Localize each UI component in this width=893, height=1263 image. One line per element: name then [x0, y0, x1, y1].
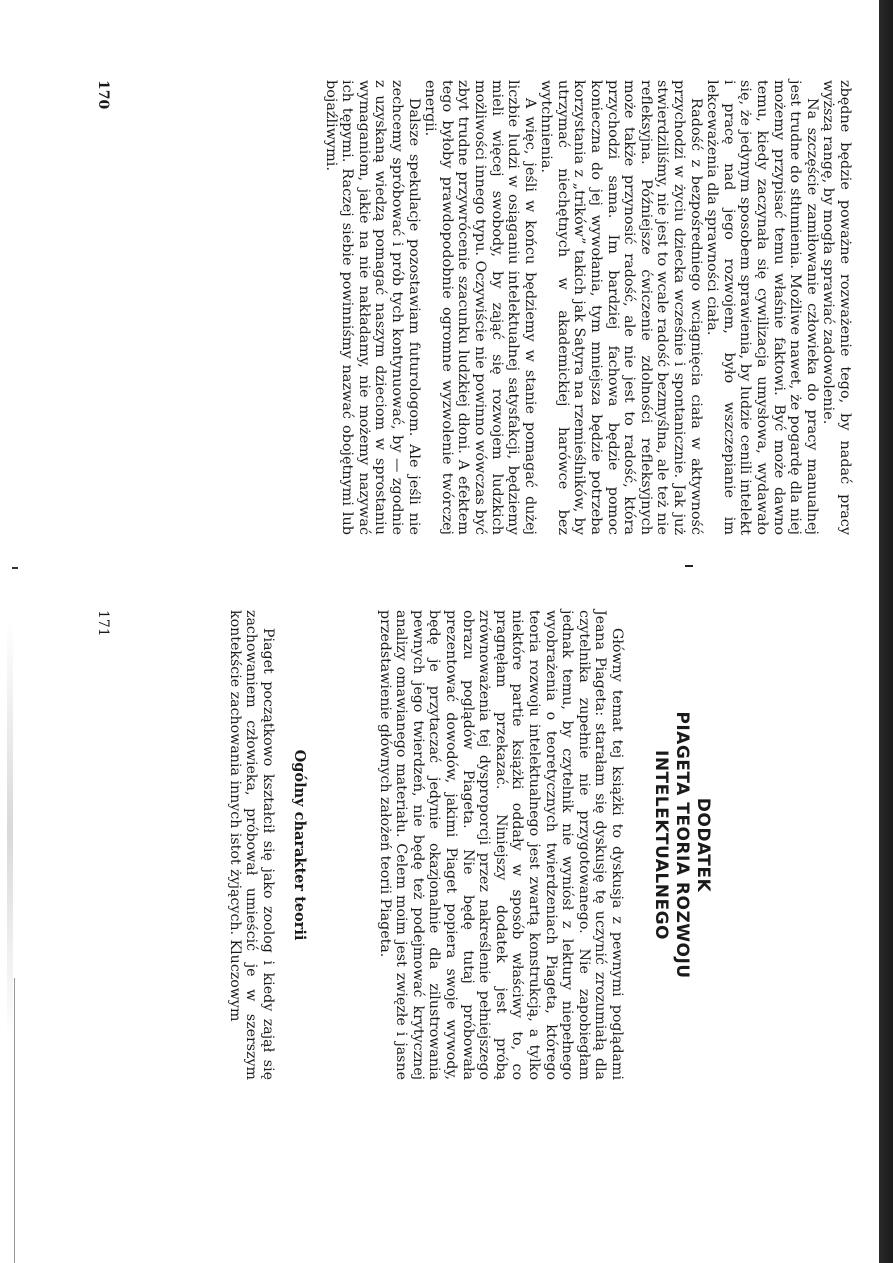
- gutter-mark: [12, 567, 18, 569]
- chapter-heading: [650, 610, 713, 1080]
- gutter-mark: [685, 565, 693, 567]
- paragraph: Piaget początkowo kształcił się jako zoolog i kiedy zajął się zachowaniem człowieka, próbował umieścić je w szerszym kontekście zachowania innych istot żyjących. Kluczowym: [226, 610, 276, 1080]
- heading-line: INTELEKTUALNEGO: [651, 750, 671, 940]
- page-shadow: [7, 620, 13, 1040]
- paragraph: zbędne będzie poważne rozważenie tego, by nadać pracy wyższą rangę, by mogła sprawiać zadowolenie.: [820, 80, 853, 535]
- paragraph: Dalsze spekulacje pozostawiam futurologom. Ale jeśli nie zechcemy spróbować i prób tych kontynuować, by — zgodnie z uzyskaną wiedzą pomagać naszym dzieciom w sprostaniu wymaganiom, jakie na nie nakładamy, nie możemy nazywać ich tępymi. Raczej siebie powinniśmy nazwać obojętnymi lub bojaźliwymi.: [322, 80, 422, 535]
- paragraph: Radość z bezpośredniego wciągnięcia ciała w aktywność przychodzi w życiu dziecka wcześnie i spontanicznie. Jak już stwierdziliśmy, nie jest to wcale radość bezmyślna, ale też nie refleksyjna. Późniejsze ćwiczenie zdolności refleksyjnych może także przynosić radość, ale nie jest to radość, która przychodzi sama. Im bardziej fachowa będzie pomoc konieczna do jej wywołania, tym mniejsza będzie potrzeba korzystania z „trików” takich jak Satyra na rzemieślników, by utrzymać niechętnych w akademickiej harówce bez wytchnienia.: [538, 80, 704, 535]
- scanner-edge: [879, 0, 893, 1263]
- page-number: 171: [95, 610, 111, 637]
- page-number: 170: [95, 80, 111, 110]
- page-edge: [14, 978, 15, 1263]
- paragraph: A więc, jeśli w końcu będziemy w stanie pomagać dużej liczbie ludzi w osiąganiu intelektualnej satysfakcji, będziemy mieli więcej swobody, by zająć się rozwojem ludzkich możliwości innego typu. Oczywiście nie powinno wówczas być zbyt trudne przywrócenie szacunku ludzkiej dłoni. A efektem tego byłoby prawdopodobnie ogromne wyzwolenie twórczej energii.: [422, 80, 538, 535]
- paragraph: Na szczęście zamiłowanie człowieka do pracy manualnej jest trudne do stłumienia. Możliwe nawet, że pogardę dla niej możemy przypisać temu właśnie faktowi. Być może dawno temu, kiedy zaczynała się cywilizacja umysłowa, wydawało się, że jedynym sposobem sprawienia, by ludzie cenili intelekt i pracę nad jego rozwojem, było wszczepianie im lekceważenia dla sprawności ciała.: [704, 80, 820, 535]
- paragraph: Główny temat tej książki to dyskusja z pewnymi poglądami Jeana Piageta: starałam się dyskusję tę uczynić zrozumiałą dla czytelnika zupełnie nie przygotowanego. Nie zapobiegłam jednak temu, by czytelnik nie wyniósł z lektury niepełnego wyobrażenia o teoretycznych twierdzeniach Piageta, którego teoria rozwoju intelektualnego jest zwartą konstrukcją, a tylko niektóre partie książki oddały w sposób właściwy to, co pragnęłam przekazać. Niniejszy dodatek jest próbą zrównoważenia tej dysproporcji przez nakreślenie pełniejszego obrazu poglądów Piageta. Nie będę tutaj próbowała prezentować dowodów, jakimi Piaget popiera swoje wywody, będę je przytaczać jedynie okazjonalnie dla zilustrowania pewnych jego twierdzeń, nie będę też podejmować krytycznej analizy omawianego materiału. Celem moim jest zwięzłe i jasne przedstawienie głównych założeń teorii Piageta.: [376, 610, 625, 1080]
- section-subheading: Ogólny charakter teorii: [291, 749, 308, 941]
- heading-line: DODATEK: [693, 797, 713, 893]
- heading-line: PIAGETA TEORIA ROZWOJU: [672, 711, 692, 979]
- intro-text: [376, 610, 625, 1080]
- section-text: [226, 610, 276, 1080]
- left-page: [53, 80, 853, 535]
- left-page-text: [322, 80, 853, 535]
- right-page: [53, 610, 853, 1080]
